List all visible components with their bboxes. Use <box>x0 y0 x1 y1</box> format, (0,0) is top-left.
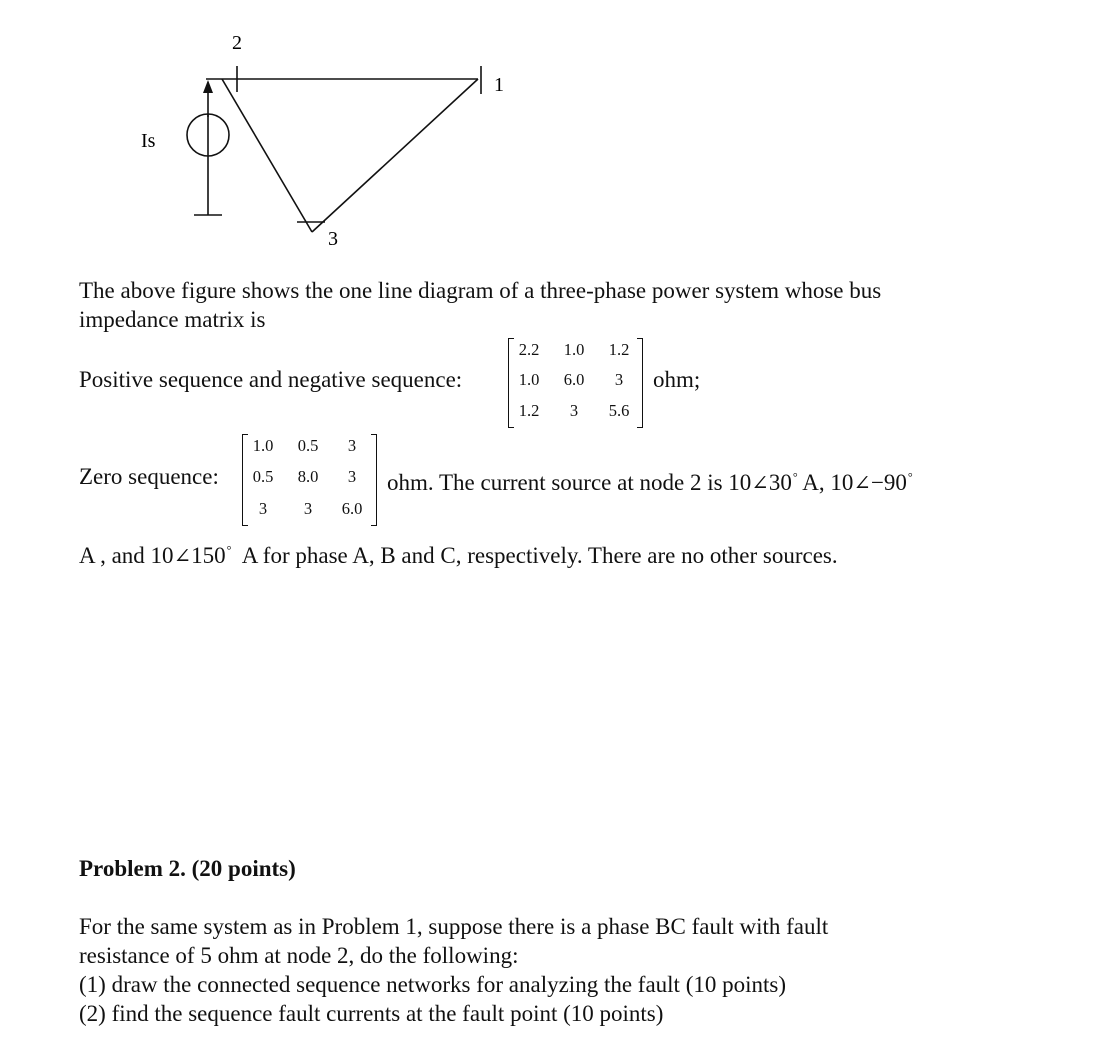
matrix-cell: 1.2 <box>518 401 540 420</box>
matrix-cell: 1.2 <box>608 340 630 359</box>
problem2-item-2: (2) find the sequence fault currents at the fault point (10 points) <box>79 1001 664 1026</box>
phase-b-angle: −90 <box>870 470 907 495</box>
angle-icon: ∠ <box>173 544 192 568</box>
intro-line-1: The above figure shows the one line diagram of a three-phase power system whose bus <box>79 278 882 303</box>
source-arrow-icon <box>203 80 213 93</box>
problem2-line-2: resistance of 5 ohm at node 2, do the following: <box>79 943 519 968</box>
degree-icon: ° <box>907 470 913 484</box>
phase-a-angle: 30 <box>768 470 792 495</box>
zero-matrix <box>240 433 380 525</box>
degree-icon: ° <box>792 470 798 484</box>
matrix-cell: 6.0 <box>341 499 363 518</box>
matrix-cell: 0.5 <box>252 467 274 486</box>
bus-label-2: 2 <box>232 32 242 54</box>
one-line-diagram <box>0 0 560 260</box>
matrix-cell: 6.0 <box>563 370 585 389</box>
pos-neg-label: Positive sequence and negative sequence: <box>79 367 463 392</box>
problem2-line-1: For the same system as in Problem 1, suppose there is a phase BC fault with fault <box>79 914 829 939</box>
zero-label: Zero sequence: <box>79 464 219 489</box>
problem2-item-1: (1) draw the connected sequence networks for analyzing the fault (10 points) <box>79 972 786 997</box>
matrix-cell: 3 <box>303 499 313 518</box>
angle-icon: ∠ <box>853 471 871 495</box>
matrix-cell: 3 <box>614 370 624 389</box>
phase-c-angle: 150 <box>191 543 226 568</box>
problem2-heading <box>79 855 296 883</box>
matrix-cell: 3 <box>347 436 357 455</box>
matrix-cell: 1.0 <box>252 436 274 455</box>
source-label: Is <box>141 130 156 152</box>
after-a-text: A, 10 <box>802 470 854 495</box>
line-a-unit: A , and 10 <box>79 543 174 568</box>
matrix-cell: 3 <box>258 499 268 518</box>
bus-label-3: 3 <box>328 228 338 250</box>
line-2-3 <box>222 79 312 232</box>
matrix-cell: 5.6 <box>608 401 630 420</box>
matrix-cell: 0.5 <box>297 436 319 455</box>
matrix-cell: 8.0 <box>297 467 319 486</box>
intro-line-2: impedance matrix is <box>79 307 266 332</box>
degree-icon: ° <box>226 543 232 557</box>
line-end-text: A for phase A, B and C, respectively. There are no other sources. <box>241 543 838 568</box>
matrix-cell: 2.2 <box>518 340 540 359</box>
pos-neg-matrix <box>506 337 646 427</box>
matrix-cell: 3 <box>347 467 357 486</box>
angle-icon: ∠ <box>751 471 769 495</box>
matrix-cell: 1.0 <box>563 340 585 359</box>
matrix-cell: 3 <box>569 401 579 420</box>
matrix-cell: 1.0 <box>518 370 540 389</box>
current-source-sentence <box>387 463 913 497</box>
current-source-line-2 <box>79 536 838 570</box>
line-1-3 <box>312 79 478 232</box>
bus-label-1: 1 <box>494 74 504 96</box>
problem2-heading-text: Problem 2. (20 points) <box>79 856 296 881</box>
zero-unit-text: ohm. The current source at node 2 is 10 <box>387 470 752 495</box>
pos-neg-unit: ohm; <box>653 367 701 392</box>
